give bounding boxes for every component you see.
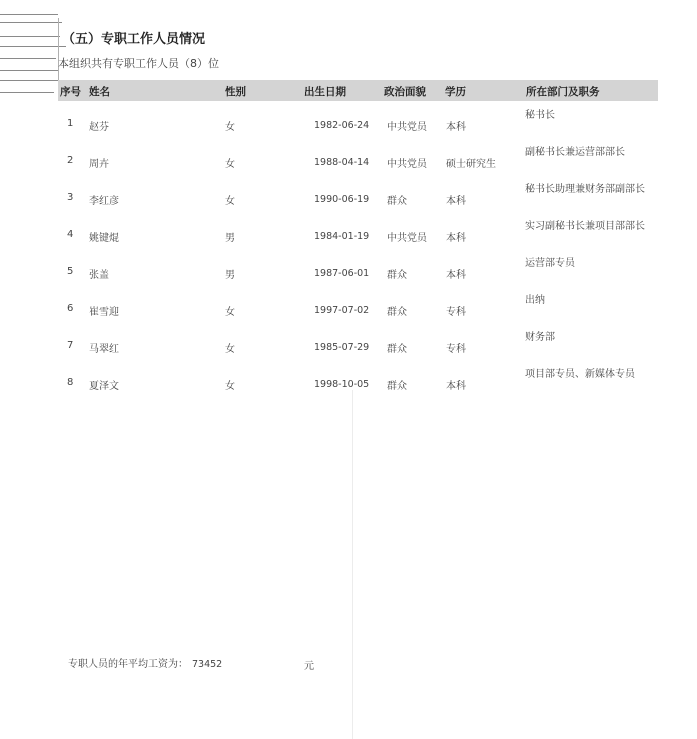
cell-department: 运营部专员 — [525, 258, 575, 269]
salary-unit: 元 — [304, 661, 314, 672]
cell-department: 出纳 — [525, 295, 545, 306]
cell-index: 3 — [67, 192, 74, 203]
cell-education: 专科 — [446, 344, 466, 355]
cell-gender: 女 — [225, 159, 235, 170]
cell-birth: 1987-06-01 — [314, 268, 370, 279]
cell-education: 硕士研究生 — [446, 159, 496, 170]
table-row — [0, 143, 697, 173]
table-header — [58, 80, 658, 101]
cell-political: 中共党员 — [387, 122, 427, 133]
cell-name: 姚键焜 — [89, 233, 119, 244]
table-row — [0, 217, 697, 247]
cell-political: 中共党员 — [387, 233, 427, 244]
cell-department: 实习副秘书长兼项目部部长 — [525, 221, 645, 232]
cell-birth: 1985-07-29 — [314, 342, 370, 353]
cell-education: 本科 — [446, 233, 466, 244]
cell-department: 副秘书长兼运营部部长 — [525, 147, 625, 158]
table-row — [0, 291, 697, 321]
page-fold-line — [352, 390, 353, 739]
cell-index: 4 — [67, 229, 74, 240]
cell-political: 群众 — [387, 307, 407, 318]
cell-education: 本科 — [446, 270, 466, 281]
cell-birth: 1984-01-19 — [314, 231, 370, 242]
cell-political: 中共党员 — [387, 159, 427, 170]
header-gender: 性别 — [225, 86, 246, 98]
header-name: 姓名 — [89, 86, 110, 98]
table-row — [0, 254, 697, 284]
table-row — [0, 180, 697, 210]
cell-index: 2 — [67, 155, 74, 166]
cell-birth: 1990-06-19 — [314, 194, 370, 205]
cell-department: 秘书长 — [525, 110, 555, 121]
cell-index: 8 — [67, 377, 74, 388]
section-title: （五）专职工作人员情况 — [62, 32, 206, 47]
header-department: 所在部门及职务 — [526, 86, 600, 98]
cell-gender: 女 — [225, 381, 235, 392]
cell-political: 群众 — [387, 381, 407, 392]
cell-name: 夏泽文 — [89, 381, 119, 392]
cell-name: 李红彦 — [89, 196, 119, 207]
cell-political: 群众 — [387, 344, 407, 355]
cell-gender: 男 — [225, 233, 235, 244]
cell-gender: 男 — [225, 270, 235, 281]
cell-department: 项目部专员、新媒体专员 — [525, 369, 635, 380]
cell-department: 财务部 — [525, 332, 555, 343]
cell-gender: 女 — [225, 307, 235, 318]
cell-index: 7 — [67, 340, 74, 351]
cell-name: 赵芬 — [89, 122, 109, 133]
salary-value: 73452 — [192, 659, 223, 670]
cell-gender: 女 — [225, 122, 235, 133]
cell-education: 本科 — [446, 196, 466, 207]
cell-education: 本科 — [446, 381, 466, 392]
cell-birth: 1982-06-24 — [314, 120, 370, 131]
cell-gender: 女 — [225, 196, 235, 207]
header-index: 序号 — [60, 86, 81, 98]
cell-department: 秘书长助理兼财务部副部长 — [525, 184, 645, 195]
cell-birth: 1988-04-14 — [314, 157, 370, 168]
cell-name: 张盖 — [89, 270, 109, 281]
table-row — [0, 365, 697, 395]
cell-index: 6 — [67, 303, 74, 314]
cell-name: 崔雪迎 — [89, 307, 119, 318]
cell-political: 群众 — [387, 270, 407, 281]
cell-education: 专科 — [446, 307, 466, 318]
cell-name: 周卉 — [89, 159, 109, 170]
cell-gender: 女 — [225, 344, 235, 355]
header-birth: 出生日期 — [304, 86, 346, 98]
cell-index: 5 — [67, 266, 74, 277]
staff-count-text: 本组织共有专职工作人员（8）位 — [58, 57, 219, 70]
cell-name: 马翠红 — [89, 344, 119, 355]
cell-education: 本科 — [446, 122, 466, 133]
cell-political: 群众 — [387, 196, 407, 207]
salary-label: 专职人员的年平均工资为： — [68, 659, 188, 670]
header-political: 政治面貌 — [384, 86, 426, 98]
cell-index: 1 — [67, 118, 74, 129]
cell-birth: 1998-10-05 — [314, 379, 370, 390]
salary-line — [68, 655, 222, 670]
cell-birth: 1997-07-02 — [314, 305, 370, 316]
header-education: 学历 — [445, 86, 466, 98]
table-row — [0, 328, 697, 358]
table-row — [0, 106, 697, 136]
